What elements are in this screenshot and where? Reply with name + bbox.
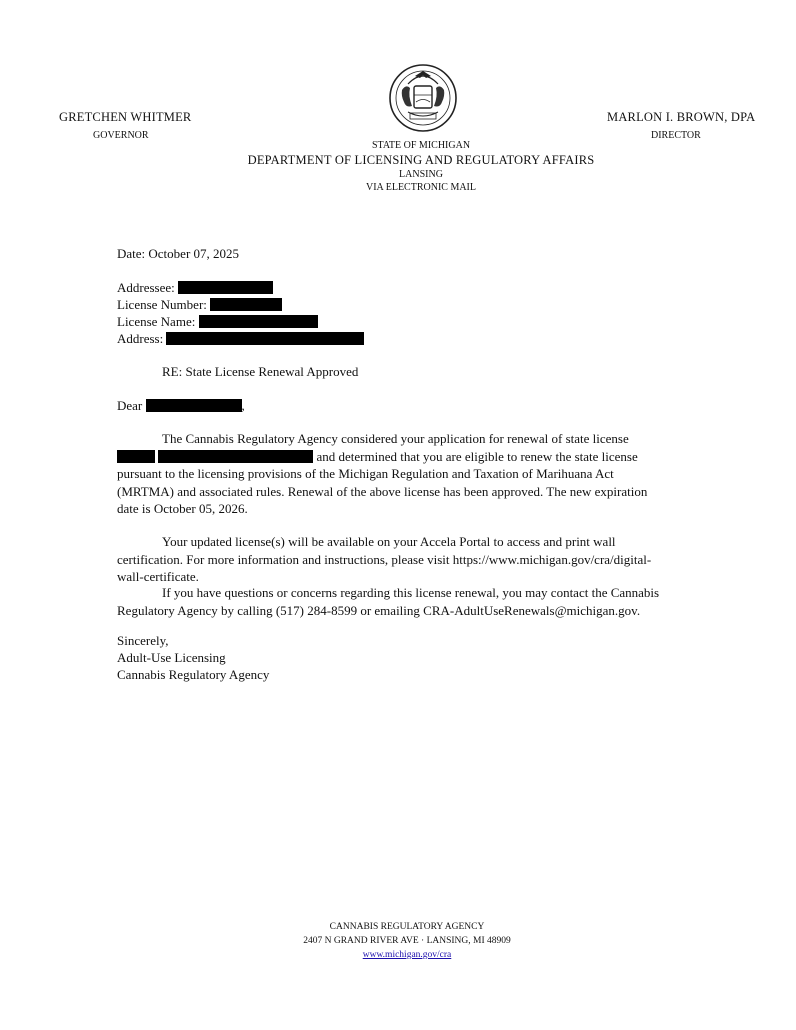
delivery-method: VIA ELECTRONIC MAIL xyxy=(366,182,476,193)
redaction-bar xyxy=(146,399,242,412)
letter-date: Date: October 07, 2025 xyxy=(117,246,240,261)
redaction-bar xyxy=(158,450,313,463)
paragraph-renewal-part1: The Cannabis Regulatory Agency considered your application for renewal of state license xyxy=(162,431,629,446)
governor-name: GRETCHEN WHITMER xyxy=(59,110,192,124)
redaction-bar xyxy=(178,281,273,294)
michigan-state-seal xyxy=(388,62,458,134)
footer-address: 2407 N GRAND RIVER AVE · LANSING, MI 48909 xyxy=(303,936,511,946)
city-label: LANSING xyxy=(399,169,443,180)
director-name: MARLON I. BROWN, DPA xyxy=(607,110,756,124)
license-name-line xyxy=(117,313,318,330)
salutation-text: Dear xyxy=(117,398,143,413)
redaction-bar xyxy=(166,332,364,345)
license-number-label: License Number: xyxy=(117,297,207,312)
signature-agency: Cannabis Regulatory Agency xyxy=(117,667,270,682)
department-name: DEPARTMENT OF LICENSING AND REGULATORY AFFAIRS xyxy=(247,153,595,167)
redaction-bar xyxy=(210,298,282,311)
license-number-line xyxy=(117,296,282,313)
paragraph-portal: Your updated license(s) will be available on your Accela Portal to access and print wall certification. For more information and instructions, please visit https://www.michigan.gov/cra/digital-wall-certificate. xyxy=(117,534,652,584)
salutation-comma: , xyxy=(241,398,245,413)
salutation xyxy=(117,397,245,414)
paragraph-renewal-part2: and determined that you are eligible to renew the state license pursuant to the licensing provisions of the Michigan Regulation and Taxation of Marihuana Act (MRTMA) and associated rules. Renewal of the above license has been approved. The new expiration date is October 05, 2026. xyxy=(117,448,648,516)
address-label: Address: xyxy=(117,331,164,346)
addressee-label: Addressee: xyxy=(117,280,175,295)
footer-agency: CANNABIS REGULATORY AGENCY xyxy=(329,922,485,932)
footer-website-line xyxy=(0,950,796,960)
license-name-label: License Name: xyxy=(117,314,196,329)
state-label: STATE OF MICHIGAN xyxy=(371,140,471,151)
redaction-bar xyxy=(199,315,318,328)
closing: Sincerely, xyxy=(117,633,169,648)
director-title: DIRECTOR xyxy=(651,130,701,141)
re-line: RE: State License Renewal Approved xyxy=(162,364,359,379)
paragraph-renewal xyxy=(117,430,669,518)
governor-title: GOVERNOR xyxy=(93,130,149,141)
signature-unit: Adult-Use Licensing xyxy=(117,650,226,665)
paragraph-contact: If you have questions or concerns regarding this license renewal, you may contact the Cannabis Regulatory Agency by calling (517) 284-8599 or emailing CRA-AdultUseRenewals@michigan.gov. xyxy=(117,585,660,618)
addressee-line xyxy=(117,279,273,296)
footer-website-link[interactable]: www.michigan.gov/cra xyxy=(362,950,452,960)
redaction-bar xyxy=(117,450,155,463)
address-line xyxy=(117,330,364,347)
